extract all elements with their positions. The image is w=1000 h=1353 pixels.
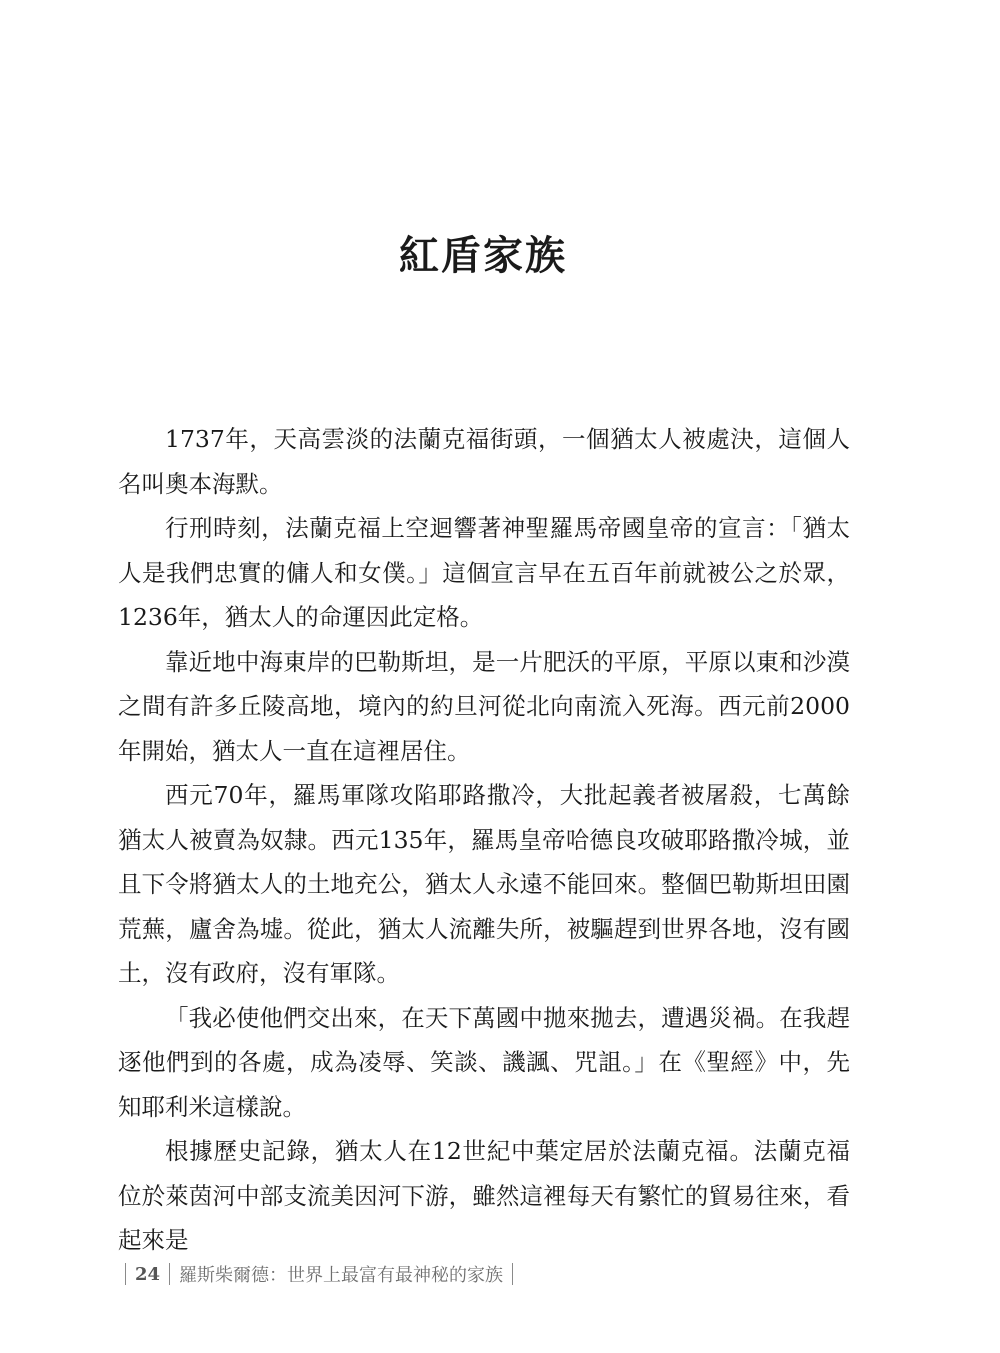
paragraph: 根據歷史記錄，猶太人在12世紀中葉定居於法蘭克福。法蘭克福位於萊茵河中部支流美因河下游，雖然這裡每天有繁忙的貿易往來，看起來是: [118, 1137, 850, 1254]
footer-divider: [169, 1263, 170, 1285]
paragraph: 西元70年，羅馬軍隊攻陷耶路撒冷，大批起義者被屠殺，七萬餘猶太人被賣為奴隸。西元135年，羅馬皇帝哈德良攻破耶路撒冷城，並且下令將猶太人的土地充公，猶太人永遠不能回來。整個巴勒斯坦田園荒蕪，廬舍為墟。從此，猶太人流離失所，被驅趕到世界各地，沒有國土，沒有政府，沒有軍隊。: [118, 781, 850, 987]
footer-divider: [125, 1263, 126, 1285]
body-text: [118, 417, 850, 1263]
paragraph: 行刑時刻，法蘭克福上空迴響著神聖羅馬帝國皇帝的宣言：「猶太人是我們忠實的傭人和女僕。」這個宣言早在五百年前就被公之於眾，1236年，猶太人的命運因此定格。: [118, 514, 850, 631]
page-footer: [116, 1261, 522, 1287]
chapter-title: 紅盾家族: [399, 232, 567, 279]
paragraph: 1737年，天高雲淡的法蘭克福街頭，一個猶太人被處決，這個人名叫奧本海默。: [118, 425, 850, 498]
page-number: 24: [135, 1263, 161, 1285]
footer-divider: [512, 1263, 513, 1285]
paragraph: 「我必使他們交出來，在天下萬國中拋來拋去，遭遇災禍。在我趕逐他們到的各處，成為凌辱、笑談、譏諷、咒詛。」在《聖經》中，先知耶利米這樣說。: [118, 1003, 850, 1121]
paragraph: 靠近地中海東岸的巴勒斯坦，是一片肥沃的平原，平原以東和沙漠之間有許多丘陵高地，境內的約旦河從北向南流入死海。西元前2000年開始，猶太人一直在這裡居住。: [118, 647, 850, 765]
running-header-book-title: 羅斯柴爾德：世界上最富有最神秘的家族: [179, 1265, 504, 1286]
